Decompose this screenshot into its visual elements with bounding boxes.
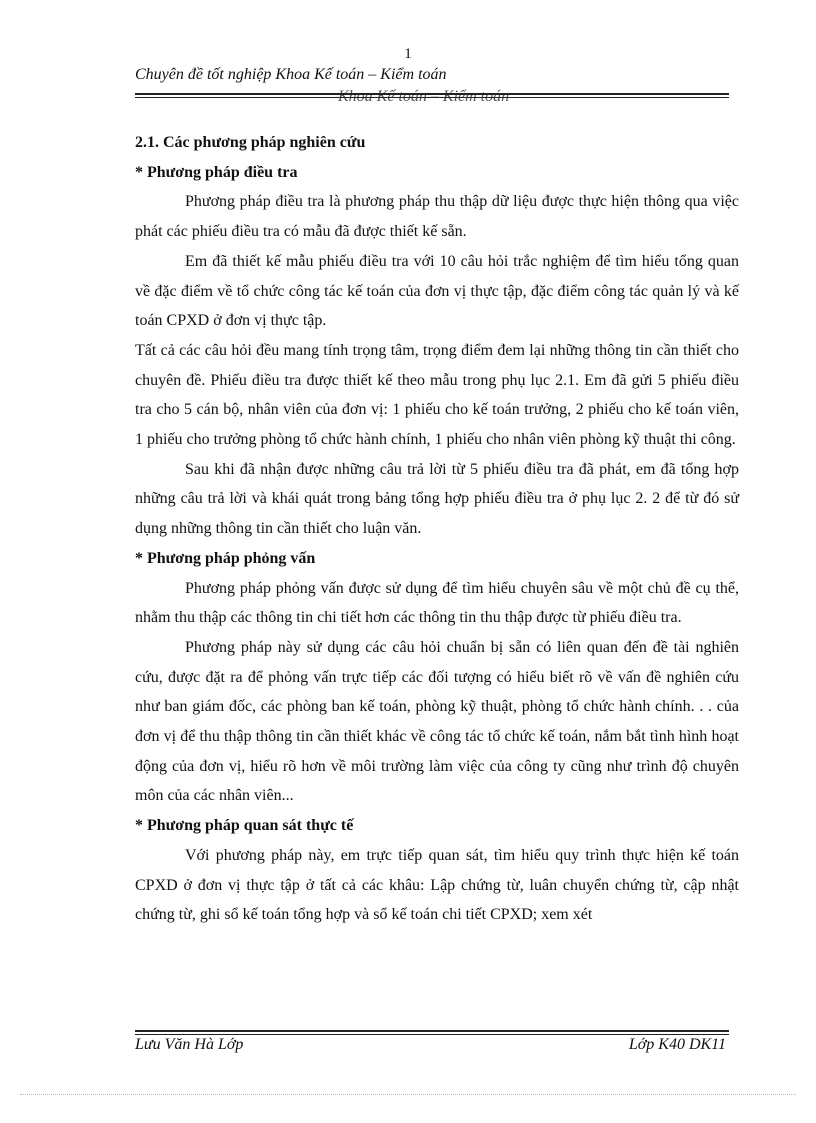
heading-survey-method: * Phương pháp điều tra (135, 163, 298, 181)
document-body (135, 128, 739, 930)
footer-rule (135, 1030, 729, 1035)
paragraph: Tất cả các câu hỏi đều mang tính trọng tâm, trọng điểm đem lại những thông tin cần thiết cho chuyên đề. Phiếu điều tra được thiết kế theo mẫu trong phụ lục 2.1. Em đã gửi 5 phiếu điều tra cho 5 cán bộ, nhân viên của đơn vị: 1 phiếu cho kế toán trưởng, 2 phiếu cho kế toán viên, 1 phiếu cho trưởng phòng tổ chức hành chính, 1 phiếu cho nhân viên phòng kỹ thuật thi công. (135, 341, 739, 449)
paragraph: Em đã thiết kế mẫu phiếu điều tra với 10 câu hỏi trắc nghiệm để tìm hiểu tổng quan về đặc điểm về tổ chức công tác kế toán của đơn vị thực tập, đặc điểm công tác quản lý và kế toán CPXD ở đơn vị thực tập. (135, 252, 739, 330)
page-number: 1 (404, 46, 412, 62)
paragraph: Sau khi đã nhận được những câu trả lời từ 5 phiếu điều tra đã phát, em đã tổng hợp những câu trả lời và khái quát trong bảng tổng hợp phiếu điều tra ở phụ lục 2. 2 để từ đó sử dụng những thông tin cần thiết cho luận văn. (135, 460, 739, 538)
heading-interview-method: * Phương pháp phỏng vấn (135, 549, 316, 567)
page-boundary (20, 1094, 796, 1095)
section-title: 2.1. Các phương pháp nghiên cứu (135, 134, 366, 151)
header-title: Chuyên đề tốt nghiệp Khoa Kế toán – Kiểm toán (135, 66, 447, 83)
paragraph: Với phương pháp này, em trực tiếp quan sát, tìm hiểu quy trình thực hiện kế toán CPXD ở đơn vị thực tập ở tất cả các khâu: Lập chứng từ, luân chuyển chứng từ, cập nhật chứng từ, ghi sổ kế toán tổng hợp và sổ kế toán chi tiết CPXD; xem xét (135, 846, 739, 924)
paragraph: Phương pháp phỏng vấn được sử dụng để tìm hiểu chuyên sâu về một chủ đề cụ thể, nhằm thu thập các thông tin chi tiết hơn các thông tin thu thập được từ phiếu điều tra. (135, 579, 739, 627)
header-subtitle: Khoa Kế toán – Kiểm toán (338, 88, 510, 105)
footer-author: Lưu Văn Hà Lớp (135, 1036, 244, 1053)
header-rule (135, 93, 729, 98)
paragraph: Phương pháp này sử dụng các câu hỏi chuẩn bị sẵn có liên quan đến đề tài nghiên cứu, được đặt ra để phỏng vấn trực tiếp các đối tượng có hiểu biết rõ về vấn đề nghiên cứu như ban giám đốc, các phòng ban kế toán, phòng kỹ thuật, phòng tổ chức hành chính. . . của đơn vị để thu thập thông tin cần thiết khác về công tác tổ chức kế toán, nắm bắt tình hình hoạt động của đơn vị, hiểu rõ hơn về môi trường làm việc của công ty cũng như trình độ chuyên môn của các nhân viên... (135, 638, 739, 805)
footer-class: Lớp K40 DK11 (628, 1036, 726, 1053)
paragraph: Phương pháp điều tra là phương pháp thu thập dữ liệu được thực hiện thông qua việc phát các phiếu điều tra có mẫu đã được thiết kế sẵn. (135, 193, 739, 241)
heading-observation-method: * Phương pháp quan sát thực tế (135, 817, 354, 835)
